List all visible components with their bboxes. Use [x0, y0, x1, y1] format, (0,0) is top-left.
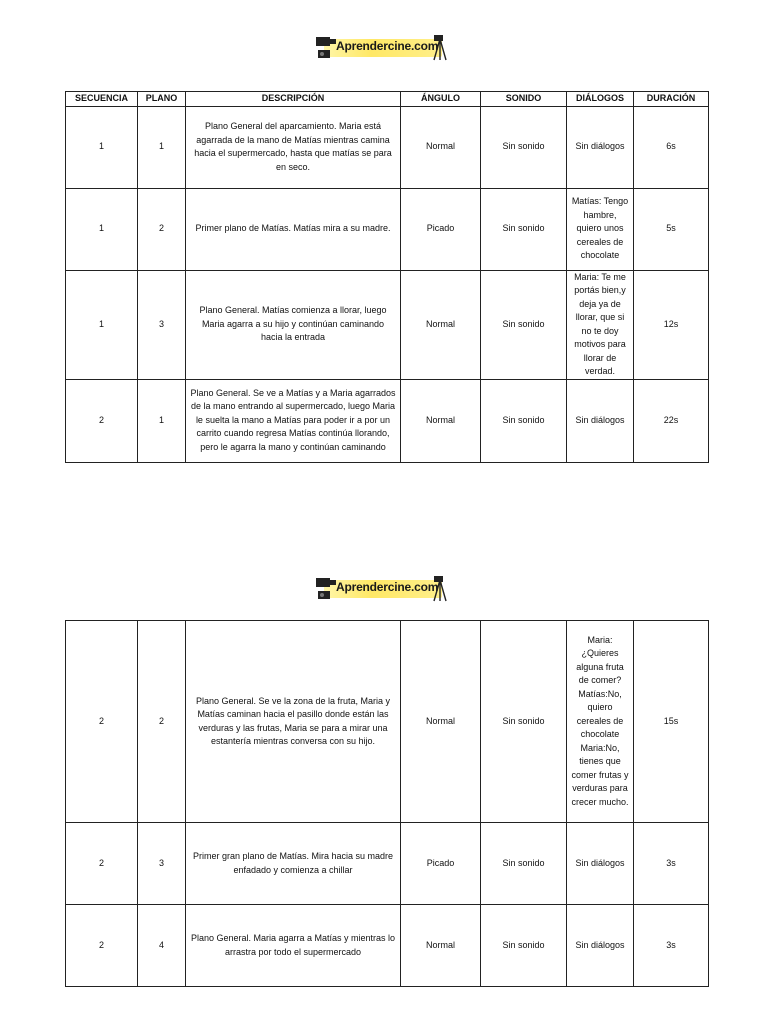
logo-text: Aprendercine.com — [336, 39, 439, 53]
cell-angulo: Normal — [401, 621, 481, 823]
cell-dialogos: Matías: Tengo hambre, quiero unos cereales de chocolate — [567, 188, 634, 270]
logo — [314, 574, 454, 604]
header-row — [66, 92, 709, 107]
cell-sonido: Sin sonido — [481, 270, 567, 379]
storyboard-table-1 — [65, 91, 709, 463]
cell-angulo: Normal — [401, 905, 481, 987]
cell-dialogos: Sin diálogos — [567, 905, 634, 987]
cell-angulo: Normal — [401, 106, 481, 188]
table-row — [66, 905, 709, 987]
table-row — [66, 621, 709, 823]
cell-angulo: Picado — [401, 188, 481, 270]
cell-dialogos: Maria: ¿Quieres alguna fruta de comer? Matías:No, quiero cereales de chocolate Maria:No, tienes que comer frutas y verduras para crecer mucho. — [567, 621, 634, 823]
header-descripcion: DESCRIPCIÓN — [186, 92, 401, 107]
cell-plano: 3 — [138, 823, 186, 905]
cell-plano: 1 — [138, 106, 186, 188]
cell-duracion: 22s — [634, 379, 709, 462]
header-plano: PLANO — [138, 92, 186, 107]
cell-descripcion: Plano General. Se ve a Matías y a Maria agarrados de la mano entrando al supermercado, luego Maria le suelta la mano a Matías para poder ir a por un carrito cuando regresa Matías continúa llorando, pero le agarra la mano y continúan caminando — [186, 379, 401, 462]
cell-descripcion: Primer gran plano de Matías. Mira hacia su madre enfadado y comienza a chillar — [186, 823, 401, 905]
table-row — [66, 270, 709, 379]
cell-descripcion: Plano General. Maria agarra a Matías y mientras lo arrastra por todo el supermercado — [186, 905, 401, 987]
header-angulo: ÁNGULO — [401, 92, 481, 107]
cell-plano: 3 — [138, 270, 186, 379]
cell-secuencia: 1 — [66, 106, 138, 188]
cell-plano: 2 — [138, 188, 186, 270]
cell-sonido: Sin sonido — [481, 905, 567, 987]
header-sonido: SONIDO — [481, 92, 567, 107]
cell-duracion: 5s — [634, 188, 709, 270]
cell-secuencia: 2 — [66, 621, 138, 823]
header-secuencia: SECUENCIA — [66, 92, 138, 107]
cell-descripcion: Plano General del aparcamiento. Maria está agarrada de la mano de Matías mientras camina hacia el supermercado, hasta que matías se para en seco. — [186, 106, 401, 188]
cell-dialogos: Maria: Te me portás bien,y deja ya de llorar, que si no te doy motivos para llorar de verdad. — [567, 270, 634, 379]
cell-angulo: Picado — [401, 823, 481, 905]
cell-secuencia: 1 — [66, 188, 138, 270]
header-dialogos: DIÁLOGOS — [567, 92, 634, 107]
cell-secuencia: 1 — [66, 270, 138, 379]
storyboard-table-2 — [65, 620, 709, 987]
table-row — [66, 106, 709, 188]
cell-sonido: Sin sonido — [481, 621, 567, 823]
cell-plano: 4 — [138, 905, 186, 987]
logo — [314, 33, 454, 63]
header-duracion: DURACIÓN — [634, 92, 709, 107]
cell-plano: 1 — [138, 379, 186, 462]
cell-dialogos: Sin diálogos — [567, 379, 634, 462]
cell-duracion: 3s — [634, 823, 709, 905]
cell-descripcion: Plano General. Matías comienza a llorar, luego Maria agarra a su hijo y continúan caminando hacia la entrada — [186, 270, 401, 379]
cell-sonido: Sin sonido — [481, 106, 567, 188]
cell-duracion: 12s — [634, 270, 709, 379]
cell-sonido: Sin sonido — [481, 823, 567, 905]
cell-duracion: 6s — [634, 106, 709, 188]
table-row — [66, 823, 709, 905]
cell-angulo: Normal — [401, 270, 481, 379]
cell-duracion: 3s — [634, 905, 709, 987]
table-row — [66, 188, 709, 270]
cell-angulo: Normal — [401, 379, 481, 462]
cell-secuencia: 2 — [66, 905, 138, 987]
cell-dialogos: Sin diálogos — [567, 823, 634, 905]
cell-duracion: 15s — [634, 621, 709, 823]
cell-plano: 2 — [138, 621, 186, 823]
cell-descripcion: Primer plano de Matías. Matías mira a su madre. — [186, 188, 401, 270]
cell-dialogos: Sin diálogos — [567, 106, 634, 188]
cell-secuencia: 2 — [66, 823, 138, 905]
table-row — [66, 379, 709, 462]
cell-secuencia: 2 — [66, 379, 138, 462]
cell-sonido: Sin sonido — [481, 188, 567, 270]
cell-descripcion: Plano General. Se ve la zona de la fruta, Maria y Matías caminan hacia el pasillo donde están las verduras y las frutas, Maria se para a mirar una estantería mientras conversa con su hijo. — [186, 621, 401, 823]
cell-sonido: Sin sonido — [481, 379, 567, 462]
logo-text: Aprendercine.com — [336, 580, 439, 594]
